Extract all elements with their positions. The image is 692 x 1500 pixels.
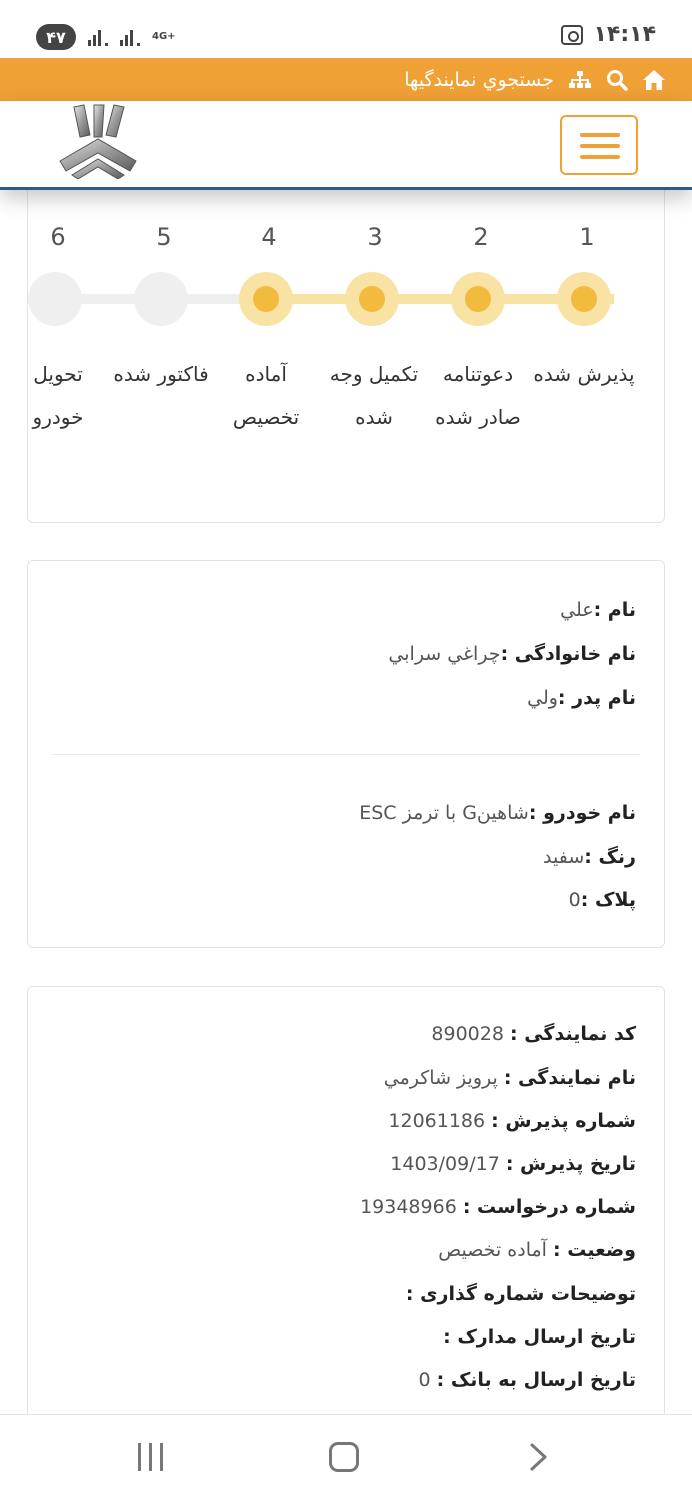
car-name-value: شاهينG با ترمز ESC — [359, 802, 529, 824]
hamburger-icon-bar — [580, 144, 620, 148]
step-number-4: 4 — [261, 223, 277, 251]
docs-date-row — [443, 1326, 636, 1348]
last-name-row — [388, 643, 636, 665]
recent-apps-icon[interactable] — [136, 1443, 166, 1471]
progress-stepper — [27, 185, 665, 523]
status-right — [561, 22, 656, 47]
dealer-code-value: 890028 — [431, 1023, 504, 1045]
last-name-value: چراغي سرابي — [388, 643, 501, 665]
step-circle-6 — [28, 272, 82, 326]
step-label-2: دعوتنامه صادر شده — [435, 362, 521, 429]
home-button-icon[interactable] — [329, 1442, 359, 1472]
father-name-label: نام پدر : — [557, 687, 636, 709]
reception-date-value: 1403/09/17 — [390, 1153, 500, 1175]
bank-date-value: 0 — [418, 1369, 431, 1391]
plate-label: پلاک : — [580, 889, 636, 911]
hamburger-icon-bar — [580, 155, 620, 159]
owner-vehicle-card — [27, 560, 665, 948]
dealer-search-link[interactable]: جستجوي نمايندگيها — [404, 68, 554, 91]
back-icon[interactable] — [526, 1442, 550, 1472]
last-name-label: نام خانوادگی : — [500, 643, 636, 665]
step-circle-3 — [345, 272, 399, 326]
dealer-code-label: کد نمایندگی : — [510, 1023, 636, 1045]
docs-date-label: تاریخ ارسال مدارک : — [443, 1326, 636, 1348]
step-circle-2 — [451, 272, 505, 326]
numbering-notes-row — [406, 1283, 636, 1305]
search-icon[interactable] — [606, 69, 628, 91]
request-number-value: 19348966 — [360, 1196, 457, 1218]
plate-value: 0 — [568, 889, 581, 911]
network-type: 4G+ — [152, 31, 176, 42]
dealer-info-card — [27, 986, 665, 1446]
father-name-value: ولي — [527, 687, 558, 709]
numbering-notes-label: توضیحات شماره گذاری : — [405, 1283, 636, 1305]
car-color-value: سفيد — [543, 846, 585, 868]
bank-date-label: تاریخ ارسال به بانک : — [436, 1369, 636, 1391]
father-name-row — [527, 687, 636, 709]
plate-row — [569, 889, 636, 911]
step-number-5: 5 — [156, 223, 172, 251]
step-label-5: فاکتور شده — [113, 362, 209, 386]
dealer-name-row — [384, 1067, 636, 1089]
car-color-label: رنگ : — [584, 846, 636, 868]
status-value: آماده تخصيص — [438, 1239, 547, 1261]
dealer-code-row — [431, 1023, 636, 1045]
reception-number-value: 12061186 — [388, 1110, 486, 1132]
reception-date-row — [390, 1153, 636, 1175]
screen-recorder-icon — [561, 25, 583, 45]
step-number-3: 3 — [367, 223, 383, 251]
first-name-value: علي — [560, 599, 594, 621]
section-divider — [52, 754, 640, 755]
status-bar — [0, 0, 692, 58]
reception-number-row — [388, 1110, 636, 1132]
battery-indicator: ۴۷ — [36, 24, 76, 50]
step-number-2: 2 — [473, 223, 489, 251]
car-name-label: نام خودرو : — [528, 802, 636, 824]
system-nav-bar — [0, 1414, 692, 1500]
reception-date-label: تاریخ پذیرش : — [505, 1153, 636, 1175]
clock: ۱۴:۱۴ — [593, 22, 656, 47]
status-indicators — [36, 23, 176, 51]
first-name-row — [560, 599, 636, 621]
saipa-logo — [54, 103, 142, 179]
step-label-1: پذيرش شده — [533, 362, 635, 386]
hamburger-icon — [580, 133, 620, 137]
dealer-name-label: نام نمایندگی : — [503, 1067, 636, 1089]
step-circle-1 — [557, 272, 611, 326]
home-icon[interactable] — [642, 69, 666, 91]
step-label-3: تکميل وجه شده — [329, 362, 419, 429]
step-circle-5 — [134, 272, 188, 326]
sitemap-icon[interactable] — [568, 70, 592, 90]
signal-icon — [88, 28, 108, 46]
car-name-row — [359, 802, 636, 824]
step-number-6: 6 — [50, 223, 66, 251]
menu-button[interactable] — [560, 115, 638, 175]
step-circle-4 — [239, 272, 293, 326]
request-number-row — [360, 1196, 636, 1218]
step-label-6: تحويل خودرو — [32, 362, 84, 429]
signal-icon-2 — [120, 28, 140, 46]
car-color-row — [543, 846, 636, 868]
status-row — [438, 1239, 636, 1261]
dealer-name-value: پرويز شاکرمي — [383, 1067, 498, 1089]
first-name-label: نام : — [593, 599, 636, 621]
site-header — [0, 101, 692, 190]
step-label-4: آماده تخصيص — [232, 362, 300, 429]
request-number-label: شماره درخواست : — [462, 1196, 636, 1218]
reception-number-label: شماره پذیرش : — [491, 1110, 636, 1132]
bank-date-row — [418, 1369, 636, 1391]
step-number-1: 1 — [579, 223, 595, 251]
status-label: وضعیت : — [553, 1239, 636, 1261]
top-bar — [0, 58, 692, 101]
